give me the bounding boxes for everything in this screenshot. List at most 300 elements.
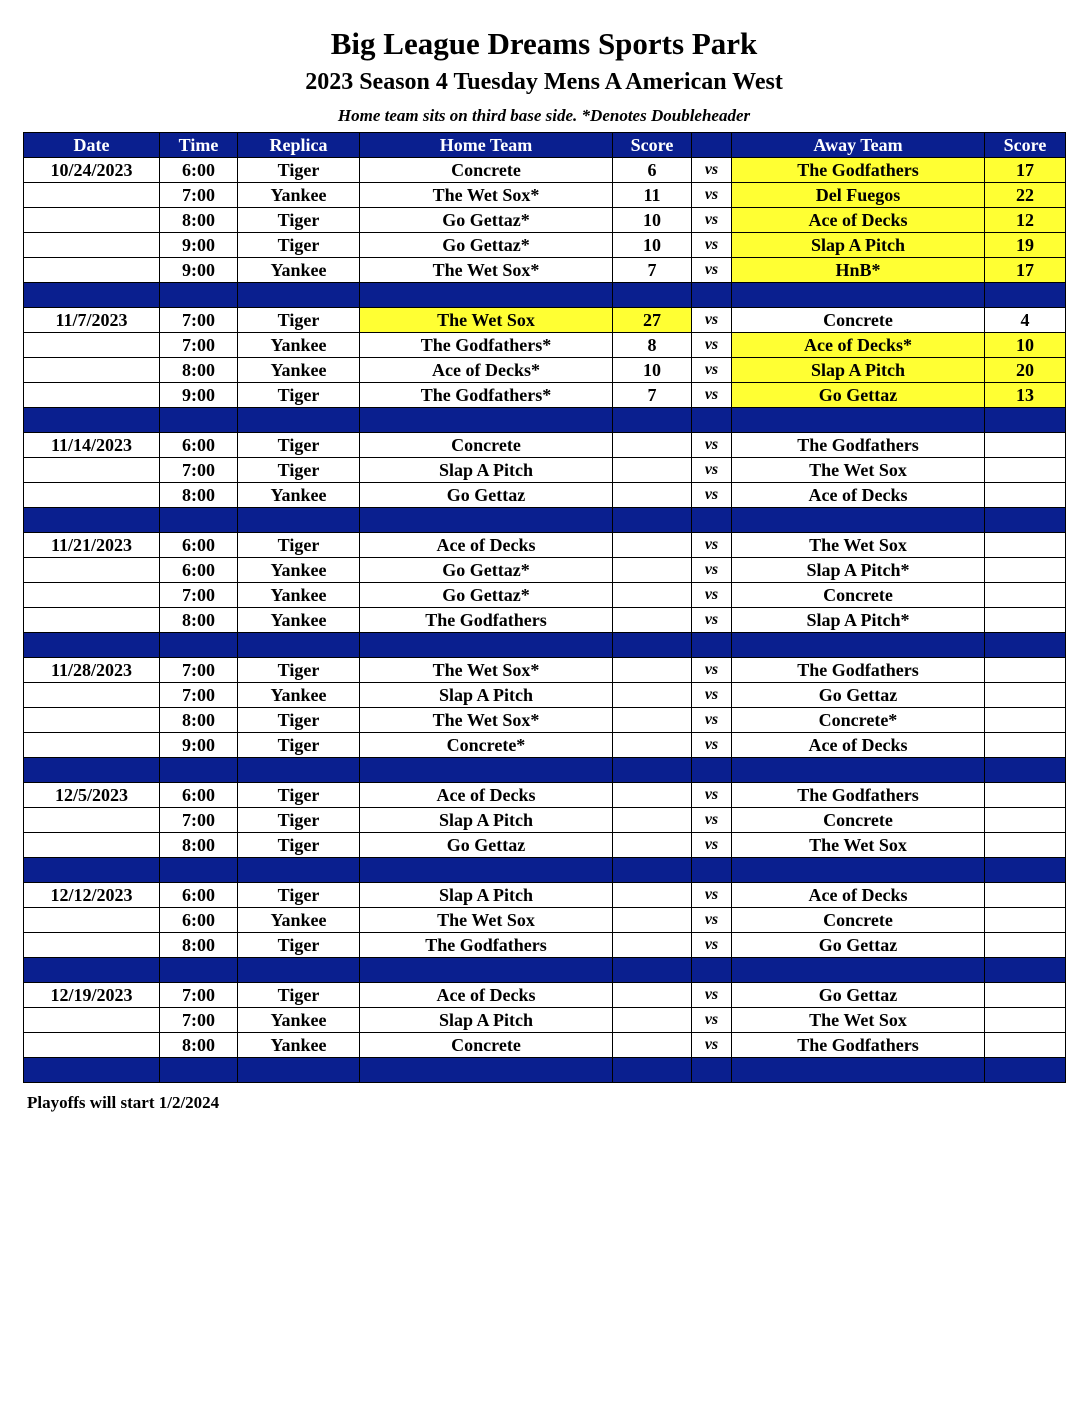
away-score <box>985 783 1066 808</box>
game-time: 9:00 <box>160 733 238 758</box>
game-time: 7:00 <box>160 333 238 358</box>
home-score <box>613 683 692 708</box>
separator-cell <box>160 508 238 533</box>
away-team: The Wet Sox <box>732 458 985 483</box>
away-score <box>985 708 1066 733</box>
home-team: Ace of Decks <box>360 783 613 808</box>
table-row <box>24 933 1066 958</box>
separator-cell <box>985 758 1066 783</box>
game-date <box>24 733 160 758</box>
game-replica: Yankee <box>238 1033 360 1058</box>
home-score <box>613 983 692 1008</box>
separator-cell <box>613 758 692 783</box>
vs-label: vs <box>692 583 732 608</box>
game-time: 8:00 <box>160 483 238 508</box>
separator-cell <box>692 858 732 883</box>
game-replica: Yankee <box>238 908 360 933</box>
separator-cell <box>985 633 1066 658</box>
separator-cell <box>160 758 238 783</box>
table-row <box>24 383 1066 408</box>
away-score <box>985 808 1066 833</box>
table-row <box>24 558 1066 583</box>
game-replica: Tiger <box>238 158 360 183</box>
game-date: 11/7/2023 <box>24 308 160 333</box>
away-team: Go Gettaz <box>732 683 985 708</box>
vs-label: vs <box>692 833 732 858</box>
col-header-date: Date <box>24 133 160 158</box>
table-row <box>24 533 1066 558</box>
away-team: The Godfathers <box>732 433 985 458</box>
home-team: The Wet Sox* <box>360 258 613 283</box>
game-replica: Yankee <box>238 558 360 583</box>
game-time: 7:00 <box>160 808 238 833</box>
game-date <box>24 383 160 408</box>
col-header-time: Time <box>160 133 238 158</box>
away-score <box>985 533 1066 558</box>
game-date <box>24 333 160 358</box>
table-row <box>24 458 1066 483</box>
vs-label: vs <box>692 558 732 583</box>
game-time: 8:00 <box>160 608 238 633</box>
away-score <box>985 583 1066 608</box>
away-score <box>985 658 1066 683</box>
separator-cell <box>360 958 613 983</box>
game-replica: Tiger <box>238 708 360 733</box>
away-team: HnB* <box>732 258 985 283</box>
game-time: 6:00 <box>160 783 238 808</box>
vs-label: vs <box>692 458 732 483</box>
away-score <box>985 733 1066 758</box>
game-replica: Tiger <box>238 383 360 408</box>
game-time: 7:00 <box>160 683 238 708</box>
separator-cell <box>985 1058 1066 1083</box>
home-score: 7 <box>613 258 692 283</box>
away-score <box>985 833 1066 858</box>
game-date <box>24 1008 160 1033</box>
game-time: 7:00 <box>160 658 238 683</box>
away-score <box>985 683 1066 708</box>
separator-cell <box>360 1058 613 1083</box>
vs-label: vs <box>692 533 732 558</box>
separator-cell <box>692 633 732 658</box>
home-team: Concrete <box>360 1033 613 1058</box>
home-team: The Godfathers* <box>360 333 613 358</box>
game-time: 9:00 <box>160 258 238 283</box>
home-score <box>613 908 692 933</box>
away-score: 13 <box>985 383 1066 408</box>
away-team: The Godfathers <box>732 158 985 183</box>
game-replica: Yankee <box>238 483 360 508</box>
week-separator-row <box>24 758 1066 783</box>
game-time: 7:00 <box>160 983 238 1008</box>
game-date <box>24 483 160 508</box>
away-team: Concrete <box>732 308 985 333</box>
home-score <box>613 483 692 508</box>
vs-label: vs <box>692 333 732 358</box>
separator-cell <box>732 633 985 658</box>
vs-label: vs <box>692 183 732 208</box>
separator-cell <box>160 1058 238 1083</box>
away-score <box>985 933 1066 958</box>
table-row <box>24 158 1066 183</box>
separator-cell <box>985 958 1066 983</box>
col-header-away-score: Score <box>985 133 1066 158</box>
game-time: 8:00 <box>160 833 238 858</box>
table-row <box>24 258 1066 283</box>
separator-cell <box>238 633 360 658</box>
table-row <box>24 1033 1066 1058</box>
week-separator-row <box>24 408 1066 433</box>
week-separator-row <box>24 283 1066 308</box>
away-team: Ace of Decks <box>732 208 985 233</box>
separator-cell <box>24 958 160 983</box>
vs-label: vs <box>692 983 732 1008</box>
separator-cell <box>238 408 360 433</box>
away-team: The Wet Sox <box>732 833 985 858</box>
away-team: Slap A Pitch <box>732 358 985 383</box>
separator-cell <box>360 408 613 433</box>
home-team: Ace of Decks* <box>360 358 613 383</box>
game-date <box>24 258 160 283</box>
game-time: 9:00 <box>160 383 238 408</box>
playoffs-note: Playoffs will start 1/2/2024 <box>27 1093 220 1112</box>
home-team: The Godfathers* <box>360 383 613 408</box>
vs-label: vs <box>692 433 732 458</box>
separator-cell <box>732 408 985 433</box>
home-score: 11 <box>613 183 692 208</box>
game-replica: Yankee <box>238 683 360 708</box>
game-time: 6:00 <box>160 908 238 933</box>
home-score <box>613 583 692 608</box>
game-replica: Tiger <box>238 458 360 483</box>
separator-cell <box>360 508 613 533</box>
home-score <box>613 808 692 833</box>
vs-label: vs <box>692 783 732 808</box>
home-score <box>613 433 692 458</box>
game-replica: Yankee <box>238 333 360 358</box>
game-replica: Yankee <box>238 1008 360 1033</box>
away-score <box>985 908 1066 933</box>
game-time: 6:00 <box>160 883 238 908</box>
col-header-home-score: Score <box>613 133 692 158</box>
separator-cell <box>692 508 732 533</box>
vs-label: vs <box>692 658 732 683</box>
separator-cell <box>160 958 238 983</box>
game-replica: Tiger <box>238 733 360 758</box>
away-team: Slap A Pitch <box>732 233 985 258</box>
separator-cell <box>732 508 985 533</box>
vs-label: vs <box>692 808 732 833</box>
away-team: Ace of Decks* <box>732 333 985 358</box>
separator-cell <box>613 408 692 433</box>
home-score <box>613 1033 692 1058</box>
home-score <box>613 933 692 958</box>
away-team: The Wet Sox <box>732 533 985 558</box>
away-score: 4 <box>985 308 1066 333</box>
away-team: Ace of Decks <box>732 733 985 758</box>
game-time: 7:00 <box>160 583 238 608</box>
home-score <box>613 708 692 733</box>
separator-cell <box>360 858 613 883</box>
page-subtitle: 2023 Season 4 Tuesday Mens A American West <box>305 69 783 95</box>
separator-cell <box>160 858 238 883</box>
away-score: 17 <box>985 258 1066 283</box>
game-replica: Yankee <box>238 258 360 283</box>
home-score <box>613 458 692 483</box>
home-team: Go Gettaz* <box>360 558 613 583</box>
game-date <box>24 908 160 933</box>
week-separator-row <box>24 508 1066 533</box>
home-team: The Wet Sox* <box>360 708 613 733</box>
vs-label: vs <box>692 383 732 408</box>
separator-cell <box>613 633 692 658</box>
game-date <box>24 458 160 483</box>
separator-cell <box>24 283 160 308</box>
separator-cell <box>692 758 732 783</box>
schedule-table <box>23 132 1066 1083</box>
vs-label: vs <box>692 883 732 908</box>
vs-label: vs <box>692 258 732 283</box>
game-time: 7:00 <box>160 308 238 333</box>
game-replica: Yankee <box>238 583 360 608</box>
table-row <box>24 483 1066 508</box>
game-replica: Tiger <box>238 233 360 258</box>
table-row <box>24 908 1066 933</box>
separator-cell <box>613 508 692 533</box>
separator-cell <box>732 958 985 983</box>
vs-label: vs <box>692 933 732 958</box>
game-replica: Tiger <box>238 983 360 1008</box>
game-date <box>24 808 160 833</box>
away-team: Del Fuegos <box>732 183 985 208</box>
game-date <box>24 233 160 258</box>
separator-cell <box>160 633 238 658</box>
separator-cell <box>613 858 692 883</box>
table-row <box>24 883 1066 908</box>
game-time: 8:00 <box>160 708 238 733</box>
vs-label: vs <box>692 208 732 233</box>
separator-cell <box>160 283 238 308</box>
home-team: Go Gettaz* <box>360 208 613 233</box>
home-team: Go Gettaz* <box>360 583 613 608</box>
home-score: 8 <box>613 333 692 358</box>
away-score <box>985 1033 1066 1058</box>
home-score <box>613 533 692 558</box>
away-score <box>985 483 1066 508</box>
separator-cell <box>985 858 1066 883</box>
away-team: Concrete <box>732 808 985 833</box>
home-score <box>613 833 692 858</box>
home-team: Concrete* <box>360 733 613 758</box>
separator-cell <box>24 633 160 658</box>
away-score <box>985 1008 1066 1033</box>
game-date <box>24 558 160 583</box>
separator-cell <box>238 758 360 783</box>
col-header-away-team: Away Team <box>732 133 985 158</box>
page-title: Big League Dreams Sports Park <box>330 26 758 61</box>
separator-cell <box>732 283 985 308</box>
home-team: Go Gettaz <box>360 833 613 858</box>
home-team: Ace of Decks <box>360 983 613 1008</box>
game-replica: Tiger <box>238 933 360 958</box>
away-team: Slap A Pitch* <box>732 608 985 633</box>
game-time: 9:00 <box>160 233 238 258</box>
col-header-replica: Replica <box>238 133 360 158</box>
home-score <box>613 733 692 758</box>
col-header-home-team: Home Team <box>360 133 613 158</box>
away-team: Concrete <box>732 583 985 608</box>
game-date <box>24 583 160 608</box>
game-replica: Tiger <box>238 533 360 558</box>
game-date: 10/24/2023 <box>24 158 160 183</box>
page-note: Home team sits on third base side. *Denotes Doubleheader <box>337 106 751 125</box>
away-score: 20 <box>985 358 1066 383</box>
vs-label: vs <box>692 233 732 258</box>
home-team: Go Gettaz <box>360 483 613 508</box>
game-replica: Yankee <box>238 358 360 383</box>
home-score: 27 <box>613 308 692 333</box>
home-team: Slap A Pitch <box>360 458 613 483</box>
game-replica: Tiger <box>238 883 360 908</box>
home-score <box>613 558 692 583</box>
away-team: The Godfathers <box>732 658 985 683</box>
separator-cell <box>613 283 692 308</box>
separator-cell <box>24 758 160 783</box>
game-date <box>24 933 160 958</box>
vs-label: vs <box>692 308 732 333</box>
game-replica: Yankee <box>238 183 360 208</box>
game-date <box>24 608 160 633</box>
game-date <box>24 708 160 733</box>
home-team: Concrete <box>360 158 613 183</box>
game-date <box>24 833 160 858</box>
vs-label: vs <box>692 358 732 383</box>
separator-cell <box>985 283 1066 308</box>
separator-cell <box>238 958 360 983</box>
table-row <box>24 583 1066 608</box>
away-score <box>985 458 1066 483</box>
vs-label: vs <box>692 1033 732 1058</box>
away-team: Go Gettaz <box>732 983 985 1008</box>
separator-cell <box>160 408 238 433</box>
vs-label: vs <box>692 608 732 633</box>
away-score <box>985 558 1066 583</box>
separator-cell <box>24 1058 160 1083</box>
away-score <box>985 608 1066 633</box>
home-score <box>613 658 692 683</box>
game-date: 11/28/2023 <box>24 658 160 683</box>
table-row <box>24 983 1066 1008</box>
game-date: 12/12/2023 <box>24 883 160 908</box>
separator-cell <box>238 858 360 883</box>
game-date: 12/5/2023 <box>24 783 160 808</box>
away-team: Ace of Decks <box>732 483 985 508</box>
table-row <box>24 608 1066 633</box>
home-score <box>613 1008 692 1033</box>
game-date <box>24 358 160 383</box>
home-team: Slap A Pitch <box>360 1008 613 1033</box>
week-separator-row <box>24 1058 1066 1083</box>
home-score: 6 <box>613 158 692 183</box>
game-time: 6:00 <box>160 433 238 458</box>
vs-label: vs <box>692 708 732 733</box>
separator-cell <box>692 283 732 308</box>
game-time: 7:00 <box>160 183 238 208</box>
table-row <box>24 808 1066 833</box>
vs-label: vs <box>692 158 732 183</box>
game-time: 6:00 <box>160 558 238 583</box>
home-team: Slap A Pitch <box>360 883 613 908</box>
vs-label: vs <box>692 908 732 933</box>
separator-cell <box>732 1058 985 1083</box>
game-time: 8:00 <box>160 1033 238 1058</box>
game-replica: Tiger <box>238 308 360 333</box>
home-score: 10 <box>613 208 692 233</box>
home-score <box>613 883 692 908</box>
table-row <box>24 708 1066 733</box>
game-time: 7:00 <box>160 1008 238 1033</box>
table-row <box>24 733 1066 758</box>
game-date <box>24 1033 160 1058</box>
separator-cell <box>238 1058 360 1083</box>
separator-cell <box>692 408 732 433</box>
home-score: 10 <box>613 358 692 383</box>
game-time: 7:00 <box>160 458 238 483</box>
table-header-row <box>24 133 1066 158</box>
home-team: Go Gettaz* <box>360 233 613 258</box>
table-row <box>24 1008 1066 1033</box>
table-row <box>24 783 1066 808</box>
separator-cell <box>613 1058 692 1083</box>
game-date: 11/14/2023 <box>24 433 160 458</box>
home-team: Slap A Pitch <box>360 683 613 708</box>
game-time: 6:00 <box>160 158 238 183</box>
away-team: The Godfathers <box>732 1033 985 1058</box>
game-time: 8:00 <box>160 933 238 958</box>
game-replica: Tiger <box>238 783 360 808</box>
away-score: 19 <box>985 233 1066 258</box>
game-time: 6:00 <box>160 533 238 558</box>
away-score: 12 <box>985 208 1066 233</box>
away-score: 10 <box>985 333 1066 358</box>
table-row <box>24 433 1066 458</box>
home-team: Concrete <box>360 433 613 458</box>
home-team: The Wet Sox <box>360 908 613 933</box>
away-score: 17 <box>985 158 1066 183</box>
vs-label: vs <box>692 683 732 708</box>
table-row <box>24 308 1066 333</box>
table-row <box>24 683 1066 708</box>
separator-cell <box>238 283 360 308</box>
vs-label: vs <box>692 733 732 758</box>
home-team: The Wet Sox* <box>360 183 613 208</box>
home-score <box>613 608 692 633</box>
separator-cell <box>985 508 1066 533</box>
home-score: 7 <box>613 383 692 408</box>
table-row <box>24 658 1066 683</box>
col-header-vs <box>692 133 732 158</box>
separator-cell <box>732 858 985 883</box>
away-score <box>985 883 1066 908</box>
separator-cell <box>692 958 732 983</box>
separator-cell <box>360 283 613 308</box>
game-date: 12/19/2023 <box>24 983 160 1008</box>
table-row <box>24 208 1066 233</box>
away-score <box>985 983 1066 1008</box>
separator-cell <box>24 508 160 533</box>
vs-label: vs <box>692 483 732 508</box>
separator-cell <box>613 958 692 983</box>
